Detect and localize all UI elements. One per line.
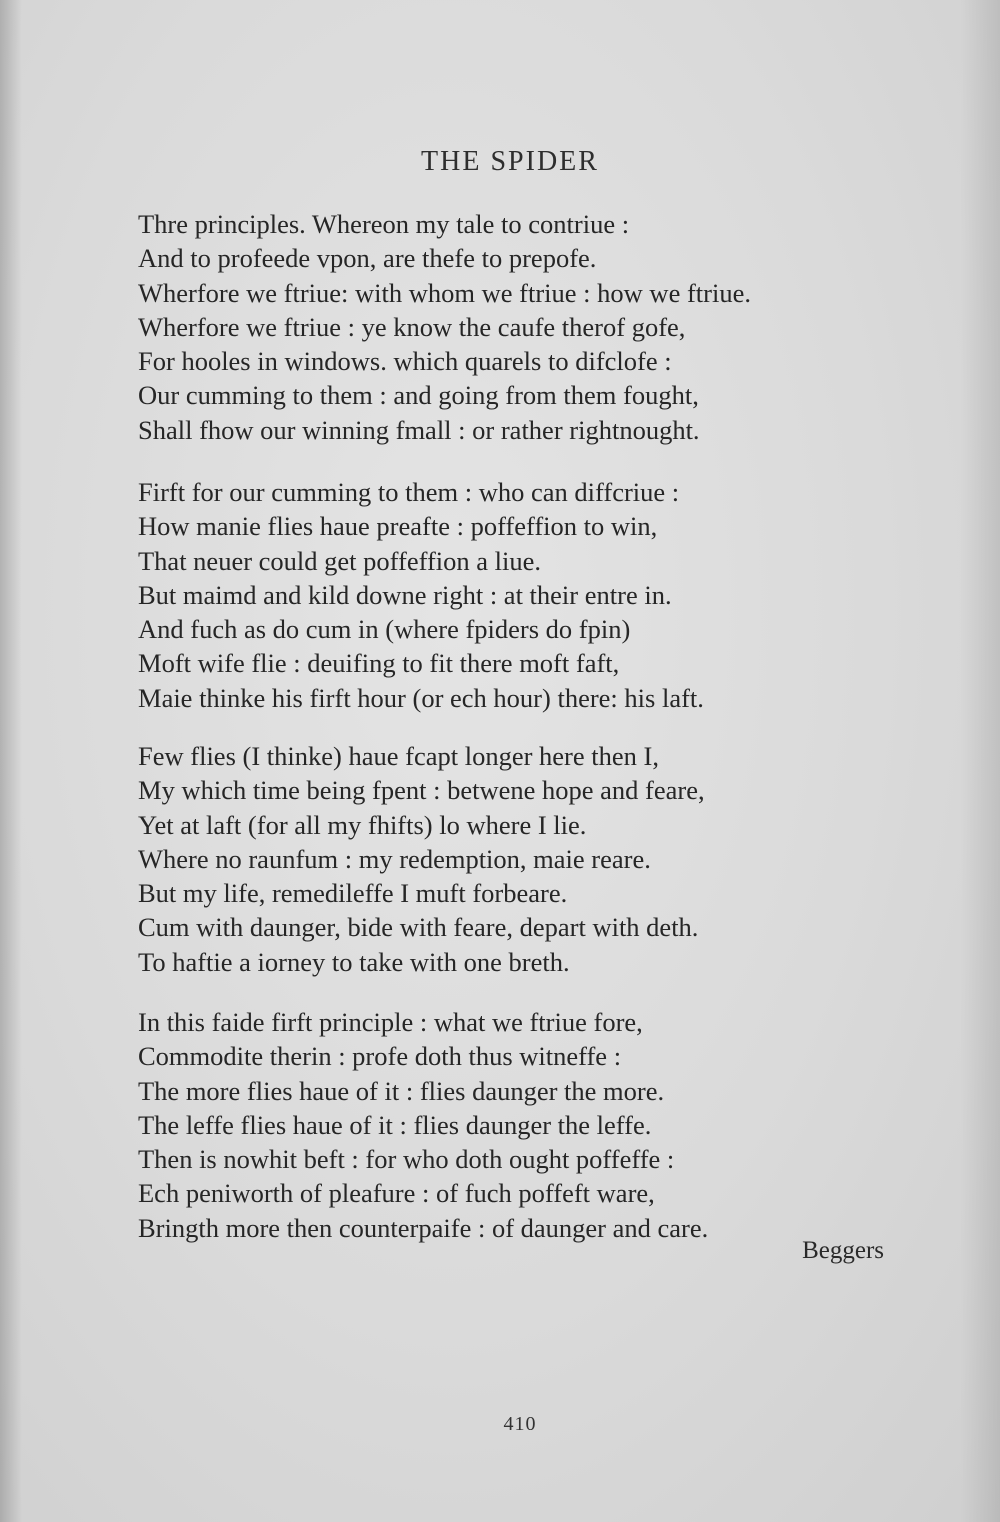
verse-line: Commodite therin : profe doth thus witneffe : — [138, 1041, 622, 1072]
page-title: THE SPIDER — [421, 146, 599, 177]
verse-line: Then is nowhit beft : for who doth ought poffeffe : — [138, 1144, 675, 1175]
verse-line: Moft wife flie : deuifing to fit there moft faft, — [138, 648, 620, 679]
verse-line: For hooles in windows. which quarels to difclofe : — [138, 346, 672, 377]
verse-line: Where no raunfum : my redemption, maie reare. — [138, 843, 651, 874]
verse-line: How manie flies haue preafte : poffeffion to win, — [138, 511, 658, 542]
verse-line: But maimd and kild downe right : at their entre in. — [138, 579, 672, 610]
verse-line: Thre principles. Whereon my tale to contriue : — [138, 209, 630, 239]
verse-line: The more flies haue of it : flies daunger the more. — [138, 1075, 665, 1106]
verse-line: Wherfore we ftriue : ye know the caufe therof gofe, — [138, 311, 686, 342]
verse-line: Maie thinke his firft hour (or ech hour) there: his laft. — [138, 682, 704, 713]
verse-line: Firft for our cumming to them : who can diffcriue : — [138, 477, 680, 507]
catchword: Beggers — [802, 1237, 884, 1264]
verse-line: Ech peniworth of pleafure : of fuch poffeft ware, — [138, 1178, 655, 1209]
verse-line: In this faide firft principle : what we ftriue fore, — [138, 1007, 643, 1037]
verse-line: That neuer could get poffeffion a liue. — [138, 545, 541, 576]
stanza-2 — [138, 475, 928, 715]
page-number: 410 — [503, 1413, 537, 1435]
verse-line: And to profeede vpon, are thefe to prepofe. — [138, 243, 597, 274]
verse-line: Shall fhow our winning fmall : or rather rightnought. — [138, 414, 700, 445]
stanza-1 — [138, 207, 928, 447]
verse-line: My which time being fpent : betwene hope and feare, — [138, 775, 705, 806]
verse-line: Cum with daunger, bide with feare, depart with deth. — [138, 912, 699, 943]
verse-line: Our cumming to them : and going from them fought, — [138, 380, 699, 411]
verse-line: Yet at laft (for all my fhifts) lo where I lie. — [138, 809, 587, 840]
verse-line: Wherfore we ftriue: with whom we ftriue : how we ftriue. — [138, 277, 751, 308]
verse-line: The leffe flies haue of it : flies daunger the leffe. — [138, 1109, 652, 1140]
verse-line: Few flies (I thinke) haue fcapt longer here then I, — [138, 741, 659, 771]
stanza-3 — [138, 739, 928, 979]
verse-line: Bringth more then counterpaife : of daunger and care. — [138, 1212, 709, 1243]
stanza-4 — [138, 1005, 928, 1245]
verse-line: But my life, remedileffe I muft forbeare. — [138, 878, 568, 909]
verse-line: To haftie a iorney to take with one breth. — [138, 946, 570, 977]
verse-line: And fuch as do cum in (where fpiders do fpin) — [138, 614, 631, 645]
